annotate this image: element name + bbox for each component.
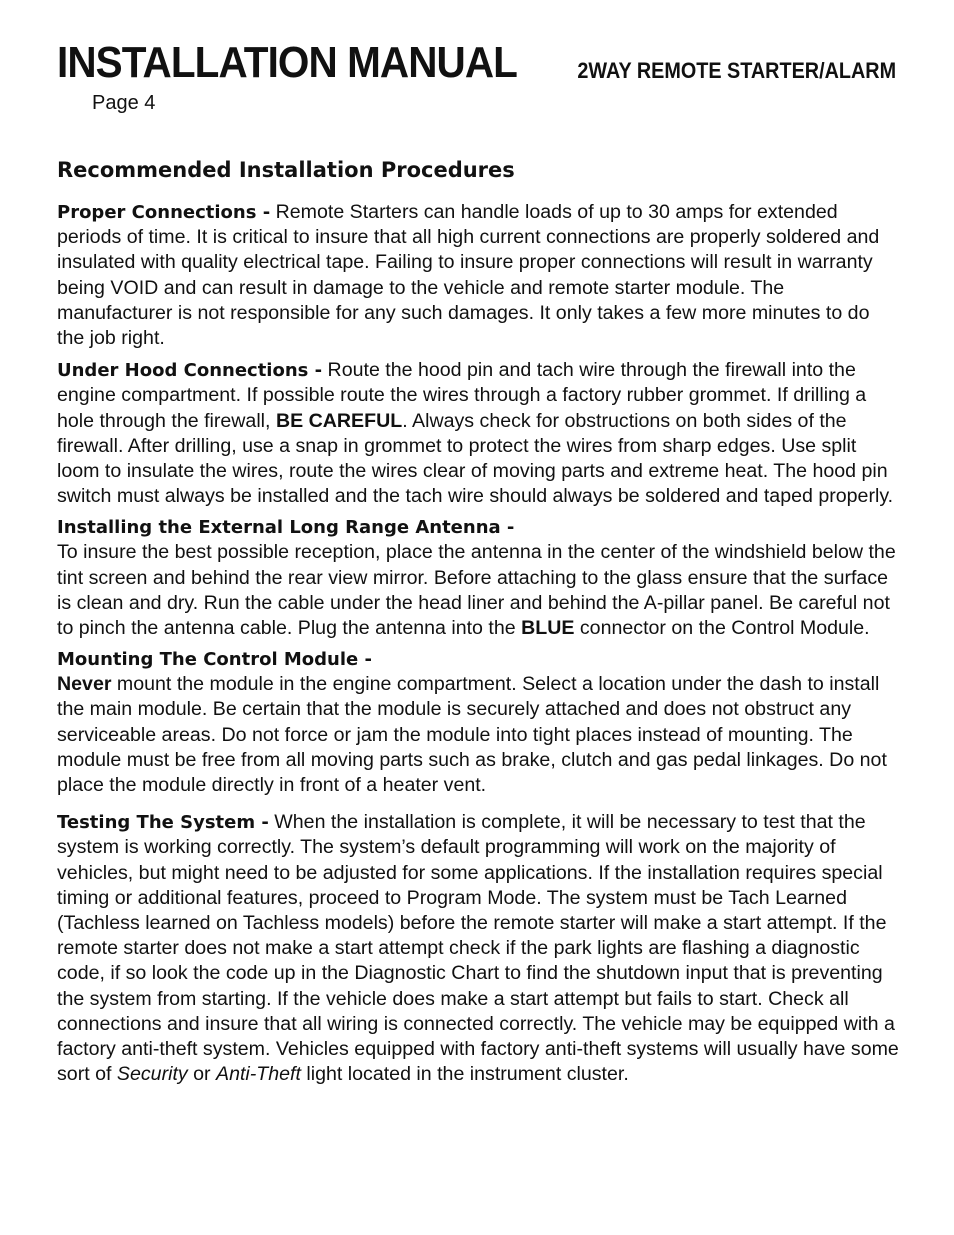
under-hood-text-1: Route the hood pin and tach wire through the firewall into the engine compartment. If possible route the wires through a factory rubber grommet. If drilling a hole through the firewall, [57,359,867,432]
under-hood-paragraph [57,358,902,509]
antenna-text-2: connector on the Control Module. [574,617,870,640]
section-title: Recommended Installation Procedures [57,158,515,182]
proper-connections-text: Remote Starters can handle loads of up to 30 amps for extended periods of time. It is critical to insure that all high current connections are properly soldered and insulated with quality electrical tape. Failing to insure proper connections will result in warranty being VOID and can result in damage to the vehicle and remote starter module. The manufacturer is not responsible for any such damages. It only takes a few more minutes to do the job right. [57,201,880,350]
antenna-heading: Installing the External Long Range Antenna - [57,517,515,539]
antenna-paragraph [57,516,902,641]
document-body [57,156,902,1095]
antenna-text-1: To insure the best possible reception, place the antenna in the center of the windshield below the tint screen and behind the rear view mirror. Before attaching to the glass ensure that the surface is clean and dry. Run the cable under the head liner and behind the A-pillar panel. Be careful not to pinch the antenna cable. Plug the antenna into the [57,541,896,640]
mounting-text: mount the module in the engine compartment. Select a location under the dash to install the main module. Be certain that the module is securely attached and does not obstruct any serviceable areas. Do not force or jam the module into tight places instead of mounting. The module must be free from all moving parts such as brake, clutch and gas pedal linkages. Do not place the module directly in front of a heater vent. [57,673,887,797]
never-emphasis: Never [57,673,112,696]
testing-text-1: When the installation is complete, it will be necessary to test that the system is working correctly. The system’s default programming will work on the majority of vehicles, but might need to be adjusted for some applications. If the installation requires special timing or additional features, proceed to Program Mode. The system must be Tach Learned (Tachless learned on Tachless models) before the remote starter will make a start attempt. If the remote starter does not make a start attempt check if the park lights are flashing a diagnostic code, if so look the code up in the Diagnostic Chart to find the shutdown input that is preventing the system from starting. If the vehicle does make a start attempt but fails to start. Check all connections and insure that all wiring is connected correctly. The vehicle may be equipped with a factory anti-theft system. Vehicles equipped with factory anti-theft systems will usually have some sort of [57,811,899,1086]
be-careful-emphasis: BE CAREFUL [275,409,403,432]
blue-connector-emphasis: BLUE [521,617,575,640]
proper-connections-paragraph [57,200,902,351]
testing-paragraph [57,810,902,1087]
under-hood-heading: Under Hood Connections - [57,360,323,382]
proper-connections-heading: Proper Connections - [57,202,271,223]
testing-heading: Testing The System - [57,812,269,834]
testing-text-mid: or [187,1063,216,1086]
mounting-paragraph [57,648,902,798]
mounting-heading: Mounting The Control Module - [57,649,372,671]
product-subtitle: 2WAY REMOTE STARTER/ALARM [577,58,896,83]
under-hood-text-2: . Always check for obstructions on both sides of the firewall. After drilling, use a snap in grommet to protect the wires from sharp edges. Use split loom to insulate the wires, route the wires clear of moving parts and extreme heat. The hood pin switch must always be installed and the tach wire should always be soldered and taped properly. [57,409,894,508]
testing-text-2: light located in the instrument cluster. [300,1063,629,1086]
security-italic: Security [116,1063,188,1086]
anti-theft-italic: Anti-Theft [216,1063,301,1086]
manual-title: INSTALLATION MANUAL [57,38,517,87]
page-number: Page 4 [92,92,156,114]
